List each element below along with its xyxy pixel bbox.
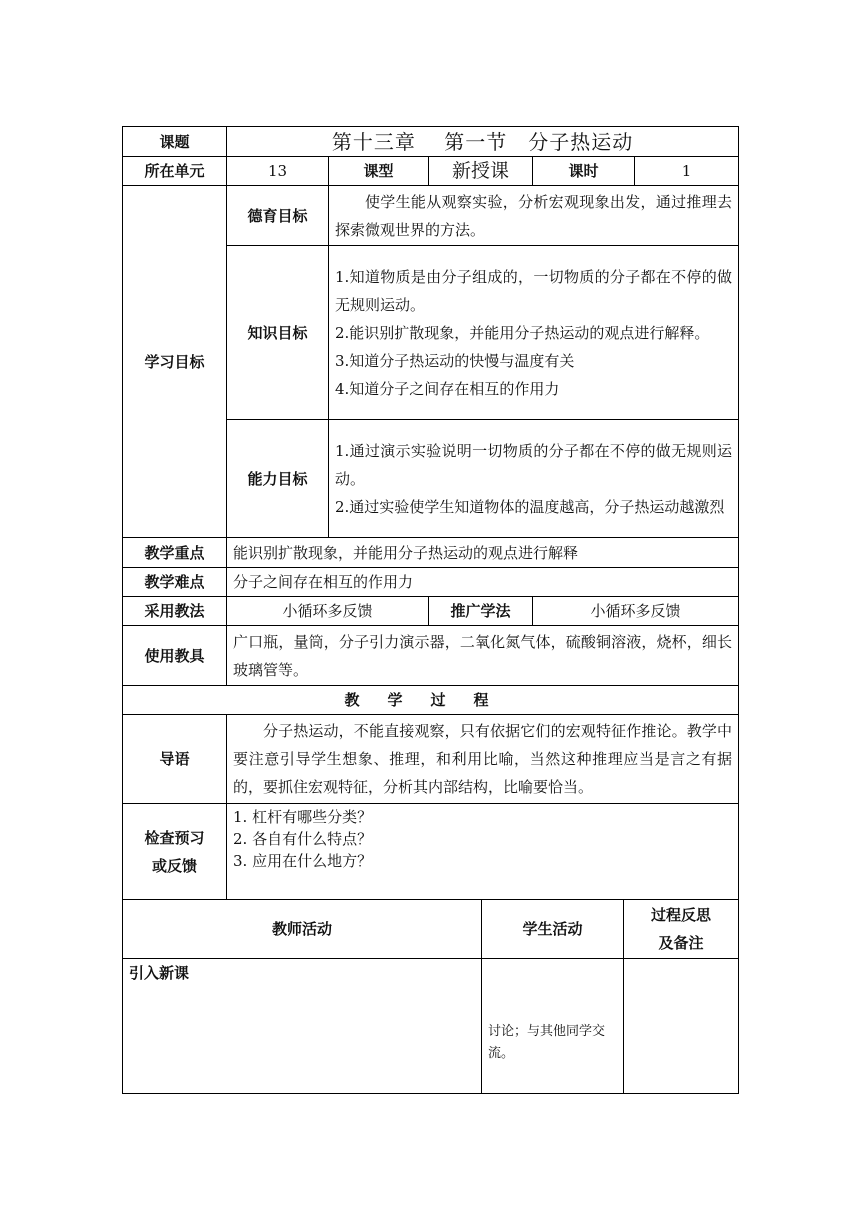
tools-label: 使用教具	[123, 626, 227, 686]
row-moral-goal	[123, 186, 739, 246]
knowledge-goal-item: 2.能识别扩散现象，并能用分子热运动的观点进行解释。	[335, 323, 710, 342]
row-methods	[123, 597, 739, 626]
unit-value: 13	[227, 157, 329, 186]
row-tools	[123, 626, 739, 686]
review-item: 1. 杠杆有哪些分类？	[233, 808, 373, 826]
learn-method-value: 小循环多反馈	[533, 597, 739, 626]
knowledge-goal-item: 4.知道分子之间存在相互的作用力	[335, 379, 560, 398]
intro-text: 分子热运动，不能直接观察，只有依据它们的宏观特征作推论。教学中要注意引导学生想象、推理，和利用比喻，当然这种推理应当是言之有据的，要抓住宏观特征，分析其内部结构，比喻要恰当。	[227, 715, 739, 804]
ability-goal-item: 2.通过实验使学生知道物体的温度越高，分子热运动越激烈	[335, 497, 725, 516]
key-point-text: 能识别扩散现象，并能用分子热运动的观点进行解释	[227, 538, 739, 568]
ability-goal-list	[329, 420, 739, 538]
ability-goal-label: 能力目标	[227, 420, 329, 538]
tools-text: 广口瓶，量筒，分子引力演示器，二氧化氮气体，硫酸铜溶液，烧杯，细长玻璃管等。	[227, 626, 739, 686]
process-title: 教学过程	[123, 686, 739, 715]
notes-text	[624, 958, 739, 1093]
activities-table	[122, 900, 739, 1094]
notes-label-line2: 及备注	[658, 933, 704, 952]
teach-method-value: 小循环多反馈	[227, 597, 429, 626]
difficulty-text: 分子之间存在相互的作用力	[227, 568, 739, 597]
teacher-activity-text: 引入新课	[123, 958, 482, 1093]
lesson-plan-table	[122, 126, 739, 900]
unit-label: 所在单元	[123, 157, 227, 186]
topic-value: 第十三章 第一节 分子热运动	[227, 127, 739, 157]
student-activity-text: 讨论；与其他同学交流。	[482, 958, 624, 1093]
intro-label: 导语	[123, 715, 227, 804]
review-label-line2: 或反馈	[151, 856, 197, 875]
review-list	[227, 804, 739, 900]
goals-label: 学习目标	[123, 186, 227, 538]
knowledge-goal-item: 1.知道物质是由分子组成的，一切物质的分子都在不停的做无规则运动。	[335, 267, 733, 314]
hours-value: 1	[635, 157, 739, 186]
type-value: 新授课	[429, 157, 533, 186]
teacher-activity-label: 教师活动	[123, 900, 482, 958]
knowledge-goal-item: 3.知道分子热运动的快慢与温度有关	[335, 351, 575, 370]
ability-goal-item: 1.通过演示实验说明一切物质的分子都在不停的做无规则运动。	[335, 441, 733, 488]
notes-label-line1: 过程反思	[650, 905, 711, 924]
key-point-label: 教学重点	[123, 538, 227, 568]
learn-method-label: 推广学法	[429, 597, 533, 626]
difficulty-label: 教学难点	[123, 568, 227, 597]
moral-goal-label: 德育目标	[227, 186, 329, 246]
knowledge-goal-list	[329, 246, 739, 420]
lesson-plan-sheet	[122, 126, 738, 1094]
row-intro	[123, 715, 739, 804]
review-item: 2. 各自有什么特点？	[233, 830, 373, 848]
row-unit	[123, 157, 739, 186]
row-activities-body	[123, 958, 739, 1093]
row-topic	[123, 127, 739, 157]
student-activity-label: 学生活动	[482, 900, 624, 958]
hours-label: 课时	[533, 157, 635, 186]
row-key-point	[123, 538, 739, 568]
moral-goal-text: 使学生能从观察实验，分析宏观现象出发，通过推理去探索微观世界的方法。	[329, 186, 739, 246]
row-process-title	[123, 686, 739, 715]
type-label: 课型	[329, 157, 429, 186]
review-label-line1: 检查预习	[144, 828, 205, 847]
knowledge-goal-label: 知识目标	[227, 246, 329, 420]
notes-label	[624, 900, 739, 958]
review-item: 3. 应用在什么地方？	[233, 852, 373, 870]
teach-method-label: 采用教法	[123, 597, 227, 626]
review-label	[123, 804, 227, 900]
topic-label: 课题	[123, 127, 227, 157]
row-difficulty	[123, 568, 739, 597]
row-activities-header	[123, 900, 739, 958]
row-review	[123, 804, 739, 900]
